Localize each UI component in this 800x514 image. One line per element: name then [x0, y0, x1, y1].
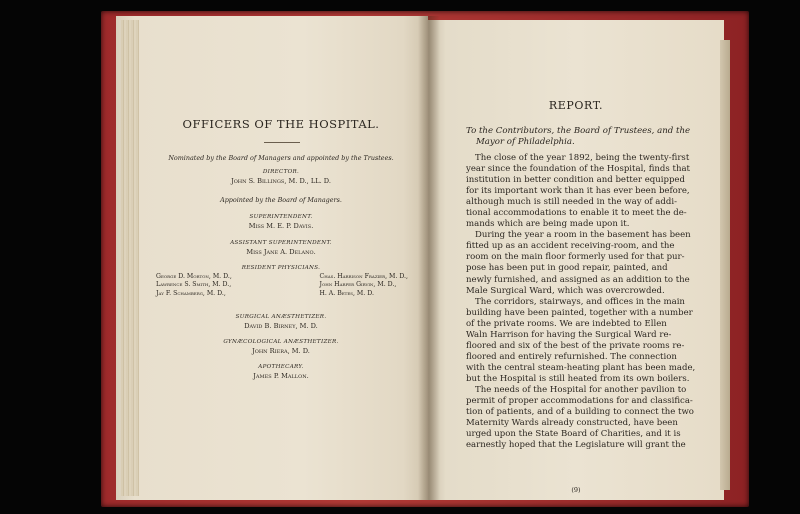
text-line: mands which are being made upon it. [466, 219, 630, 230]
director-heading: DIRECTOR. [262, 169, 300, 175]
apothecary-heading: APOTHECARY. [258, 364, 304, 370]
text-line: The needs of the Hospital for another pavilion to [475, 384, 687, 395]
resident-right-column [319, 273, 408, 298]
page-edges-left [121, 20, 139, 496]
right-page [428, 20, 724, 500]
superintendent-section [146, 214, 416, 230]
resident-section [146, 265, 416, 298]
text-line: room on the main floor formerly used for that pur- [466, 252, 685, 263]
text-line: for its important work than it has ever been before, [466, 186, 690, 197]
title-rule [264, 142, 300, 143]
text-line: but the Hospital is still heated from its own boilers. [466, 373, 690, 384]
text-line: Male Surgical Ward, which was overcrowded. [466, 285, 665, 296]
apothecary-name: James P. Mallon. [253, 372, 309, 380]
asst-superintendent-heading: ASSISTANT SUPERINTENDENT. [230, 240, 332, 246]
text-line: year since the foundation of the Hospital, finds that [466, 164, 690, 175]
text-line: pose has been put in good repair, painted, and [466, 263, 668, 274]
director-name: John S. Billings, M. D., LL. D. [231, 177, 331, 185]
page-edges-right [720, 40, 730, 490]
page-number: (9) [571, 486, 581, 494]
surgical-name: David B. Birney, M. D. [244, 322, 318, 330]
paragraph [466, 297, 718, 385]
paragraph [466, 153, 718, 230]
resident-columns [146, 273, 416, 298]
appointed-note-section [146, 196, 416, 204]
officers-title: OFFICERS OF THE HOSPITAL. [182, 117, 380, 131]
superintendent-name: Miss M. E. P. Davis. [248, 222, 314, 230]
paragraph [466, 230, 718, 296]
gyn-name: John Riera, M. D. [252, 347, 310, 355]
text-line: tion of patients, and of a building to connect the two [466, 407, 694, 418]
address-line: To the Contributors, the Board of Trustees, and the [466, 126, 691, 136]
text-line: with the central steam-heating plant has been made, [466, 362, 696, 373]
text-line: building have been painted, together with a number [466, 307, 693, 318]
superintendent-heading: SUPERINTENDENT. [249, 214, 313, 220]
resident-name: Chas. Harrison Frazier, M. D., [319, 273, 408, 280]
surgical-section [146, 314, 416, 330]
apothecary-section [146, 364, 416, 380]
director-section [146, 169, 416, 185]
resident-left-column [156, 273, 232, 298]
text-line: The close of the year 1892, being the twenty-first [475, 153, 690, 163]
resident-name: John Harper Girvin, M. D., [319, 281, 397, 289]
text-line: Maternity Wards already constructed, have been [466, 418, 678, 429]
text-line: The corridors, stairways, and offices in the main [475, 296, 685, 307]
nominated-note: Nominated by the Board of Managers and appointed by the Trustees. [168, 154, 394, 162]
resident-name: H. A. Betes, M. D. [319, 289, 374, 297]
text-line: although much is still needed in the way of addi- [466, 197, 677, 208]
text-line: Waln Harrison for having the Surgical Ward re- [466, 329, 672, 340]
text-line: floored and six of the best of the private rooms re- [466, 340, 685, 351]
text-line: fitted up as an accident receiving-room, and the [466, 241, 675, 252]
text-line: earnestly hoped that the Legislature will grant the [466, 440, 686, 451]
text-line: permit of proper accommodations for and classifica- [466, 396, 693, 407]
resident-name: George D. Morton, M. D., [156, 273, 232, 280]
text-line: During the year a room in the basement has been [475, 230, 691, 241]
text-line: institution in better condition and better equipped [466, 175, 685, 186]
gyn-section [146, 339, 416, 355]
gyn-heading: GYNÆCOLOGICAL ANÆSTHETIZER. [223, 339, 339, 345]
text-line: floored and entirely refurnished. The connection [466, 351, 677, 362]
text-line: of the private rooms. We are indebted to Ellen [466, 318, 667, 329]
report-address [466, 126, 716, 148]
asst-superintendent-section [146, 240, 416, 256]
text-line: urged upon the State Board of Charities, and it is [466, 429, 681, 440]
book-gutter [418, 16, 440, 500]
report-title: REPORT. [548, 99, 604, 112]
text-line: newly furnished, and assigned as an addition to the [466, 274, 690, 285]
paragraph [466, 385, 718, 451]
text-line: tional accommodations to enable it to meet the de- [466, 208, 687, 219]
surgical-heading: SURGICAL ANÆSTHETIZER. [235, 314, 327, 320]
appointed-note: Appointed by the Board of Managers. [220, 196, 342, 204]
address-line: Mayor of Philadelphia. [476, 137, 575, 147]
resident-heading: RESIDENT PHYSICIANS. [241, 265, 321, 271]
resident-name: Jay F. Schamberg, M. D., [156, 289, 226, 297]
left-page [116, 16, 428, 500]
asst-superintendent-name: Miss Jane A. Delano. [246, 248, 316, 256]
report-body [466, 153, 718, 451]
resident-name: Lawrence S. Smith, M. D., [156, 281, 232, 289]
